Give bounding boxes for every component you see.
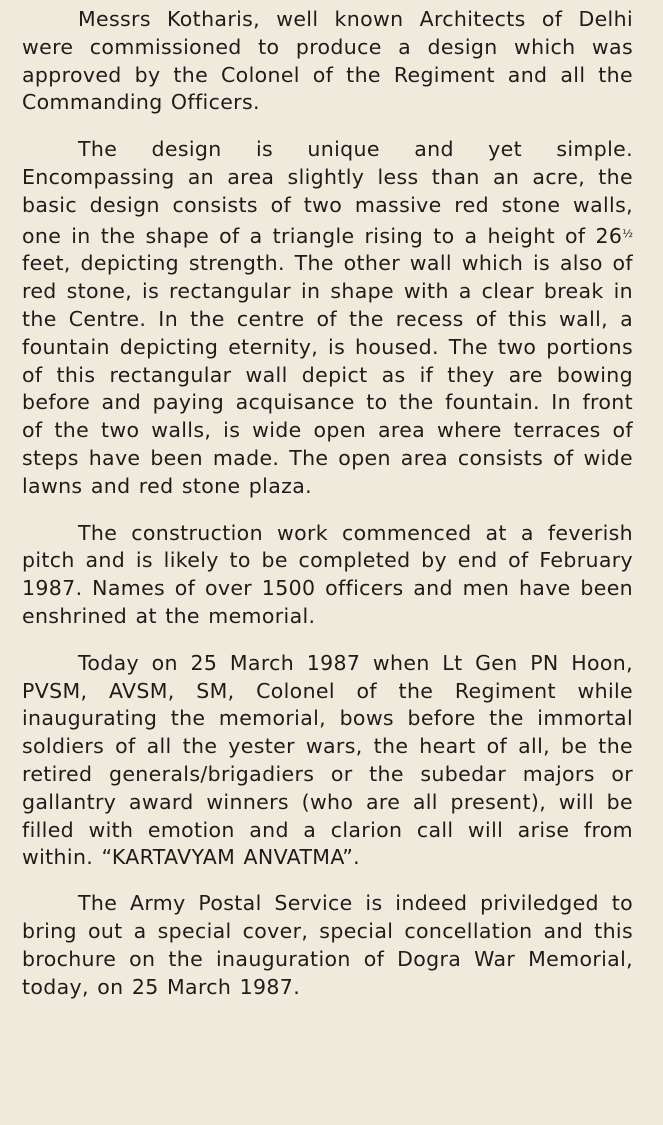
paragraph-construction: The construction work commenced at a feverish pitch and is likely to be completed by end of February 1987. Names of over 1500 officers and men have been enshrined at the memorial.	[22, 520, 633, 628]
paragraph-architects: Messrs Kotharis, well known Architects of Delhi were commissioned to produce a design which was approved by the Colonel of the Regiment and all the Commanding Officers.	[22, 7, 633, 115]
design-text-end: feet, depicting strength. The other wall which is also of red stone, is rectangular in shape with a clear break in the Centre. In the centre of the recess of this wall, a fountain depicting eternity, is housed. The two portions of this rectangular wall depict as if they are bowing before and paying acquisance to the fountain. In front of the two walls, is wide open area where terraces of steps have been made. The open area consists of wide lawns and red stone plaza.	[22, 251, 633, 498]
paragraph-inauguration: Today on 25 March 1987 when Lt Gen PN Hoon, PVSM, AVSM, SM, Colonel of the Regiment while inaugurating the memorial, bows before the immortal soldiers of all the yester wars, the heart of all, be the retired generals/brigadiers or the subedar majors or gallantry award winners (who are all present), will be filled with emotion and a clarion call will arise from within. “KARTAVYAM ANVATMA”.	[22, 650, 633, 870]
height-fraction: ½	[622, 226, 633, 240]
design-text-start: The design is unique and yet simple. Encompassing an area slightly less than an acre, the basic design consists of two massive red stone walls, one in the shape of a triangle rising to a height of 26	[22, 137, 633, 248]
paragraph-postal-service: The Army Postal Service is indeed priviledged to bring out a special cover, special concellation and this brochure on the inauguration of Dogra War Memorial, today, on 25 March 1987.	[22, 891, 633, 999]
paragraph-design	[22, 136, 633, 500]
